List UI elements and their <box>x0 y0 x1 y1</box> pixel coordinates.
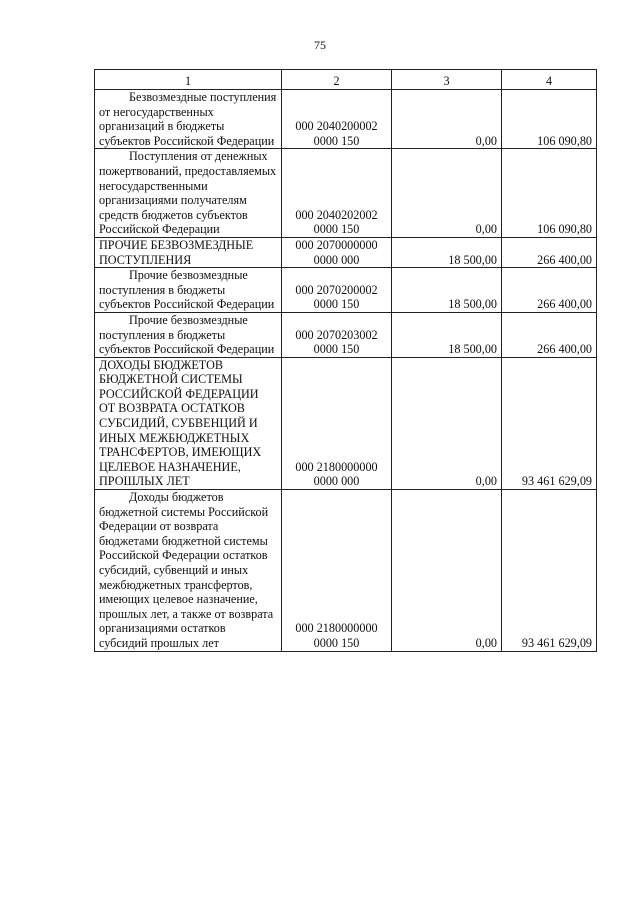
page-number: 75 <box>314 38 326 52</box>
row-code-cell: 000 2040200002 0000 150 <box>282 90 392 149</box>
row-name-text: ПРОЧИЕ БЕЗВОЗМЕЗДНЫЕ ПОСТУПЛЕНИЯ <box>99 237 254 267</box>
table-header-row <box>95 70 597 90</box>
table-row <box>95 490 597 652</box>
row-col3-cell: 0,00 <box>392 149 502 238</box>
budget-revenue-table <box>94 69 597 652</box>
row-code-cell: 000 2180000000 0000 150 <box>282 490 392 652</box>
row-name-text: ДОХОДЫ БЮДЖЕТОВ БЮДЖЕТНОЙ СИСТЕМЫ РОССИЙСКОЙ ФЕДЕРАЦИИ ОТ ВОЗВРАТА ОСТАТКОВ СУБСИДИЙ, СУБВЕНЦИЙ И ИНЫХ МЕЖБЮДЖЕТНЫХ ТРАНСФЕРТОВ, ИМЕЮЩИХ ЦЕЛЕВОЕ НАЗНАЧЕНИЕ, ПРОШЛЫХ ЛЕТ <box>99 357 262 489</box>
table-row <box>95 312 597 357</box>
row-code-cell: 000 2070200002 0000 150 <box>282 268 392 313</box>
column-header-1: 1 <box>95 70 282 90</box>
column-header-4: 4 <box>502 70 597 90</box>
row-name-text: Прочие безвозмездные поступления в бюджеты субъектов Российской Федерации <box>99 268 275 312</box>
table-row <box>95 149 597 238</box>
row-col3-cell: 18 500,00 <box>392 312 502 357</box>
row-col4-cell: 266 400,00 <box>502 312 597 357</box>
row-name-cell <box>95 149 282 238</box>
row-col4-cell: 93 461 629,09 <box>502 490 597 652</box>
row-name-text: Доходы бюджетов бюджетной системы Российской Федерации от возврата бюджетами бюджетной системы Российской Федерации остатков субсидий, субвенций и иных межбюджетных трансфертов, имеющих целевое назначение, прошлых лет, а также от возврата организациями остатков субсидий прошлых лет <box>99 490 274 650</box>
table-row <box>95 357 597 489</box>
row-col3-cell: 0,00 <box>392 357 502 489</box>
row-name-text: Безвозмездные поступления от негосударственных организаций в бюджеты субъектов Российской Федерации <box>99 90 277 148</box>
row-name-cell <box>95 237 282 267</box>
row-name-cell <box>95 268 282 313</box>
row-col4-cell: 266 400,00 <box>502 237 597 267</box>
row-code-cell: 000 2070203002 0000 150 <box>282 312 392 357</box>
row-name-text: Прочие безвозмездные поступления в бюджеты субъектов Российской Федерации <box>99 312 275 357</box>
row-name-text: Поступления от денежных пожертвований, предоставляемых негосударственными организациями получателям средств бюджетов субъектов Российской Федерации <box>99 149 277 237</box>
table-row <box>95 90 597 149</box>
row-name-cell <box>95 357 282 489</box>
row-col4-cell: 106 090,80 <box>502 149 597 238</box>
row-col4-cell: 266 400,00 <box>502 268 597 313</box>
row-name-cell <box>95 312 282 357</box>
table-row <box>95 237 597 267</box>
row-name-cell <box>95 490 282 652</box>
column-header-2: 2 <box>282 70 392 90</box>
row-name-cell <box>95 90 282 149</box>
row-code-cell: 000 2180000000 0000 000 <box>282 357 392 489</box>
row-col3-cell: 18 500,00 <box>392 268 502 313</box>
row-col3-cell: 0,00 <box>392 490 502 652</box>
row-col4-cell: 93 461 629,09 <box>502 357 597 489</box>
row-col3-cell: 18 500,00 <box>392 237 502 267</box>
table-row <box>95 268 597 313</box>
column-header-3: 3 <box>392 70 502 90</box>
row-code-cell: 000 2070000000 0000 000 <box>282 237 392 267</box>
row-col4-cell: 106 090,80 <box>502 90 597 149</box>
row-code-cell: 000 2040202002 0000 150 <box>282 149 392 238</box>
row-col3-cell: 0,00 <box>392 90 502 149</box>
